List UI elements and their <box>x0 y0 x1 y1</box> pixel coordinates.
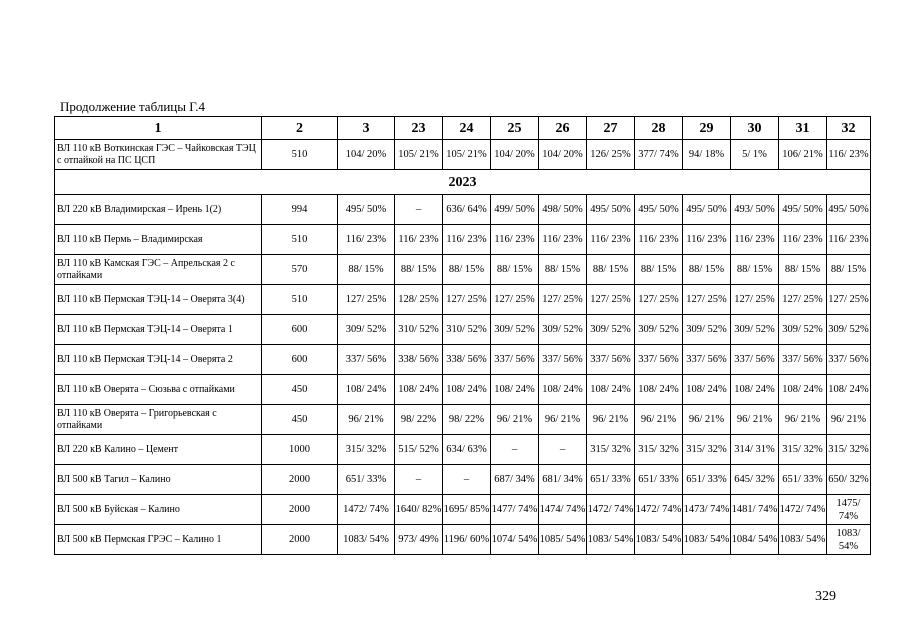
line-name-cell: ВЛ 110 кВ Камская ГЭС – Апрельская 2 с отпайками <box>55 255 262 285</box>
value-cell: 1640/ 82% <box>395 495 443 525</box>
value-cell: – <box>491 435 539 465</box>
value-cell: 126/ 25% <box>587 140 635 170</box>
value-cell: 1083/ 54% <box>635 525 683 555</box>
value-cell: 651/ 33% <box>587 465 635 495</box>
line-name-cell: ВЛ 110 кВ Оверята – Сюзьва с отпайками <box>55 375 262 405</box>
value-cell: 104/ 20% <box>491 140 539 170</box>
value-cell: 498/ 50% <box>539 195 587 225</box>
value-cell: 127/ 25% <box>779 285 827 315</box>
value-cell: – <box>443 465 491 495</box>
value-cell: 108/ 24% <box>443 375 491 405</box>
value-cell: 499/ 50% <box>491 195 539 225</box>
line-name-cell: ВЛ 110 кВ Пермская ТЭЦ-14 – Оверята 3(4) <box>55 285 262 315</box>
value-cell: 116/ 23% <box>827 225 871 255</box>
value-cell: 309/ 52% <box>539 315 587 345</box>
capacity-cell: 1000 <box>262 435 338 465</box>
capacity-cell: 570 <box>262 255 338 285</box>
line-name-cell: ВЛ 500 кВ Буйская – Калино <box>55 495 262 525</box>
value-cell: 98/ 22% <box>395 405 443 435</box>
value-cell: 493/ 50% <box>731 195 779 225</box>
value-cell: 337/ 56% <box>779 345 827 375</box>
value-cell: 96/ 21% <box>731 405 779 435</box>
value-cell: 116/ 23% <box>827 140 871 170</box>
column-header: 32 <box>827 117 871 140</box>
year-row <box>55 170 871 195</box>
value-cell: 96/ 21% <box>539 405 587 435</box>
value-cell: 687/ 34% <box>491 465 539 495</box>
table-row <box>55 465 871 495</box>
column-header: 27 <box>587 117 635 140</box>
line-name-cell: ВЛ 110 кВ Оверята – Григорьевская с отпайками <box>55 405 262 435</box>
value-cell: 116/ 23% <box>635 225 683 255</box>
value-cell: 1472/ 74% <box>779 495 827 525</box>
value-cell: 127/ 25% <box>491 285 539 315</box>
value-cell: 515/ 52% <box>395 435 443 465</box>
value-cell: 1472/ 74% <box>635 495 683 525</box>
value-cell: 309/ 52% <box>683 315 731 345</box>
value-cell: 128/ 25% <box>395 285 443 315</box>
capacity-cell: 2000 <box>262 495 338 525</box>
column-header: 26 <box>539 117 587 140</box>
value-cell: 127/ 25% <box>731 285 779 315</box>
value-cell: 116/ 23% <box>587 225 635 255</box>
table-row <box>55 525 871 555</box>
table-row <box>55 375 871 405</box>
capacity-cell: 600 <box>262 315 338 345</box>
column-header: 24 <box>443 117 491 140</box>
value-cell: 108/ 24% <box>827 375 871 405</box>
value-cell: 1477/ 74% <box>491 495 539 525</box>
capacity-cell: 510 <box>262 140 338 170</box>
column-header: 23 <box>395 117 443 140</box>
value-cell: 650/ 32% <box>827 465 871 495</box>
capacity-cell: 994 <box>262 195 338 225</box>
value-cell: 108/ 24% <box>395 375 443 405</box>
load-cell: 337/ 56% <box>338 345 395 375</box>
value-cell: 108/ 24% <box>635 375 683 405</box>
capacity-cell: 600 <box>262 345 338 375</box>
value-cell: 94/ 18% <box>683 140 731 170</box>
value-cell: 88/ 15% <box>731 255 779 285</box>
table-row <box>55 495 871 525</box>
value-cell: 116/ 23% <box>539 225 587 255</box>
load-cell: 96/ 21% <box>338 405 395 435</box>
load-cell: 88/ 15% <box>338 255 395 285</box>
value-cell: 337/ 56% <box>587 345 635 375</box>
value-cell: 108/ 24% <box>539 375 587 405</box>
value-cell: 116/ 23% <box>731 225 779 255</box>
value-cell: 1473/ 74% <box>683 495 731 525</box>
value-cell: 96/ 21% <box>683 405 731 435</box>
value-cell: 88/ 15% <box>491 255 539 285</box>
value-cell: 337/ 56% <box>731 345 779 375</box>
line-name-cell: ВЛ 500 кВ Тагил – Калино <box>55 465 262 495</box>
value-cell: 1481/ 74% <box>731 495 779 525</box>
value-cell: 108/ 24% <box>587 375 635 405</box>
value-cell: 88/ 15% <box>395 255 443 285</box>
value-cell: 315/ 32% <box>635 435 683 465</box>
value-cell: 495/ 50% <box>683 195 731 225</box>
value-cell: 651/ 33% <box>683 465 731 495</box>
value-cell: 337/ 56% <box>635 345 683 375</box>
value-cell: 96/ 21% <box>587 405 635 435</box>
value-cell: 1083/ 54% <box>779 525 827 555</box>
load-cell: 309/ 52% <box>338 315 395 345</box>
column-header: 29 <box>683 117 731 140</box>
value-cell: 973/ 49% <box>395 525 443 555</box>
value-cell: – <box>395 465 443 495</box>
column-header: 2 <box>262 117 338 140</box>
value-cell: 651/ 33% <box>779 465 827 495</box>
value-cell: 108/ 24% <box>731 375 779 405</box>
value-cell: 377/ 74% <box>635 140 683 170</box>
value-cell: 636/ 64% <box>443 195 491 225</box>
value-cell: 127/ 25% <box>683 285 731 315</box>
column-header: 25 <box>491 117 539 140</box>
value-cell: 108/ 24% <box>683 375 731 405</box>
value-cell: 105/ 21% <box>395 140 443 170</box>
value-cell: 1084/ 54% <box>731 525 779 555</box>
load-cell: 104/ 20% <box>338 140 395 170</box>
value-cell: 337/ 56% <box>827 345 871 375</box>
value-cell: 315/ 32% <box>683 435 731 465</box>
value-cell: 127/ 25% <box>587 285 635 315</box>
value-cell: 1196/ 60% <box>443 525 491 555</box>
value-cell: 651/ 33% <box>635 465 683 495</box>
value-cell: 1083/ 54% <box>683 525 731 555</box>
line-name-cell: ВЛ 500 кВ Пермская ГРЭС – Калино 1 <box>55 525 262 555</box>
table-row <box>55 435 871 465</box>
load-cell: 127/ 25% <box>338 285 395 315</box>
value-cell: 309/ 52% <box>731 315 779 345</box>
load-cell: 315/ 32% <box>338 435 395 465</box>
column-header: 31 <box>779 117 827 140</box>
load-cell: 1083/ 54% <box>338 525 395 555</box>
value-cell: 337/ 56% <box>491 345 539 375</box>
capacity-cell: 510 <box>262 285 338 315</box>
value-cell: 96/ 21% <box>779 405 827 435</box>
value-cell: 106/ 21% <box>779 140 827 170</box>
table-row <box>55 345 871 375</box>
line-name-cell: ВЛ 110 кВ Пермская ТЭЦ-14 – Оверята 2 <box>55 345 262 375</box>
line-name-cell: ВЛ 110 кВ Воткинская ГЭС – Чайковская ТЭЦ с отпайкой на ПС ЦСП <box>55 140 262 170</box>
value-cell: 310/ 52% <box>443 315 491 345</box>
value-cell: 495/ 50% <box>779 195 827 225</box>
value-cell: 88/ 15% <box>539 255 587 285</box>
value-cell: 338/ 56% <box>395 345 443 375</box>
value-cell: 1083/ 54% <box>827 525 871 555</box>
value-cell: – <box>539 435 587 465</box>
year-label: 2023 <box>55 170 871 195</box>
table-row <box>55 255 871 285</box>
value-cell: 88/ 15% <box>635 255 683 285</box>
value-cell: 88/ 15% <box>587 255 635 285</box>
table-row <box>55 285 871 315</box>
value-cell: 634/ 63% <box>443 435 491 465</box>
load-cell: 108/ 24% <box>338 375 395 405</box>
capacity-cell: 450 <box>262 375 338 405</box>
load-cell: 651/ 33% <box>338 465 395 495</box>
table-body <box>55 140 871 555</box>
value-cell: 1085/ 54% <box>539 525 587 555</box>
column-header: 30 <box>731 117 779 140</box>
table-row <box>55 405 871 435</box>
value-cell: – <box>395 195 443 225</box>
value-cell: 645/ 32% <box>731 465 779 495</box>
value-cell: 495/ 50% <box>587 195 635 225</box>
value-cell: 309/ 52% <box>635 315 683 345</box>
value-cell: 116/ 23% <box>395 225 443 255</box>
value-cell: 1475/ 74% <box>827 495 871 525</box>
value-cell: 108/ 24% <box>779 375 827 405</box>
value-cell: 314/ 31% <box>731 435 779 465</box>
value-cell: 337/ 56% <box>539 345 587 375</box>
value-cell: 1474/ 74% <box>539 495 587 525</box>
line-name-cell: ВЛ 110 кВ Пермская ТЭЦ-14 – Оверята 1 <box>55 315 262 345</box>
value-cell: 337/ 56% <box>683 345 731 375</box>
value-cell: 1695/ 85% <box>443 495 491 525</box>
value-cell: 104/ 20% <box>539 140 587 170</box>
value-cell: 88/ 15% <box>443 255 491 285</box>
capacity-cell: 2000 <box>262 525 338 555</box>
value-cell: 1472/ 74% <box>587 495 635 525</box>
value-cell: 116/ 23% <box>491 225 539 255</box>
value-cell: 96/ 21% <box>827 405 871 435</box>
value-cell: 108/ 24% <box>491 375 539 405</box>
value-cell: 681/ 34% <box>539 465 587 495</box>
value-cell: 127/ 25% <box>539 285 587 315</box>
value-cell: 309/ 52% <box>827 315 871 345</box>
capacity-cell: 450 <box>262 405 338 435</box>
header-row <box>55 117 871 140</box>
table-caption: Продолжение таблицы Г.4 <box>60 99 206 114</box>
column-header: 28 <box>635 117 683 140</box>
value-cell: 116/ 23% <box>779 225 827 255</box>
value-cell: 495/ 50% <box>635 195 683 225</box>
value-cell: 315/ 32% <box>587 435 635 465</box>
value-cell: 88/ 15% <box>683 255 731 285</box>
value-cell: 127/ 25% <box>827 285 871 315</box>
value-cell: 1074/ 54% <box>491 525 539 555</box>
value-cell: 495/ 50% <box>827 195 871 225</box>
column-header: 1 <box>55 117 262 140</box>
value-cell: 309/ 52% <box>491 315 539 345</box>
value-cell: 1083/ 54% <box>587 525 635 555</box>
value-cell: 116/ 23% <box>443 225 491 255</box>
value-cell: 96/ 21% <box>491 405 539 435</box>
value-cell: 315/ 32% <box>827 435 871 465</box>
line-name-cell: ВЛ 110 кВ Пермь – Владимирская <box>55 225 262 255</box>
load-cell: 495/ 50% <box>338 195 395 225</box>
value-cell: 309/ 52% <box>587 315 635 345</box>
line-name-cell: ВЛ 220 кВ Владимирская – Ирень 1(2) <box>55 195 262 225</box>
value-cell: 309/ 52% <box>779 315 827 345</box>
capacity-cell: 2000 <box>262 465 338 495</box>
value-cell: 105/ 21% <box>443 140 491 170</box>
capacity-cell: 510 <box>262 225 338 255</box>
value-cell: 127/ 25% <box>443 285 491 315</box>
value-cell: 116/ 23% <box>683 225 731 255</box>
table-row <box>55 140 871 170</box>
column-header: 3 <box>338 117 395 140</box>
value-cell: 127/ 25% <box>635 285 683 315</box>
value-cell: 338/ 56% <box>443 345 491 375</box>
value-cell: 88/ 15% <box>779 255 827 285</box>
value-cell: 88/ 15% <box>827 255 871 285</box>
table-row <box>55 315 871 345</box>
table-row <box>55 225 871 255</box>
value-cell: 310/ 52% <box>395 315 443 345</box>
value-cell: 5/ 1% <box>731 140 779 170</box>
page-number: 329 <box>815 589 836 604</box>
line-name-cell: ВЛ 220 кВ Калино – Цемент <box>55 435 262 465</box>
table-row <box>55 195 871 225</box>
load-cell: 116/ 23% <box>338 225 395 255</box>
data-table <box>54 116 871 555</box>
value-cell: 96/ 21% <box>635 405 683 435</box>
value-cell: 315/ 32% <box>779 435 827 465</box>
value-cell: 98/ 22% <box>443 405 491 435</box>
load-cell: 1472/ 74% <box>338 495 395 525</box>
